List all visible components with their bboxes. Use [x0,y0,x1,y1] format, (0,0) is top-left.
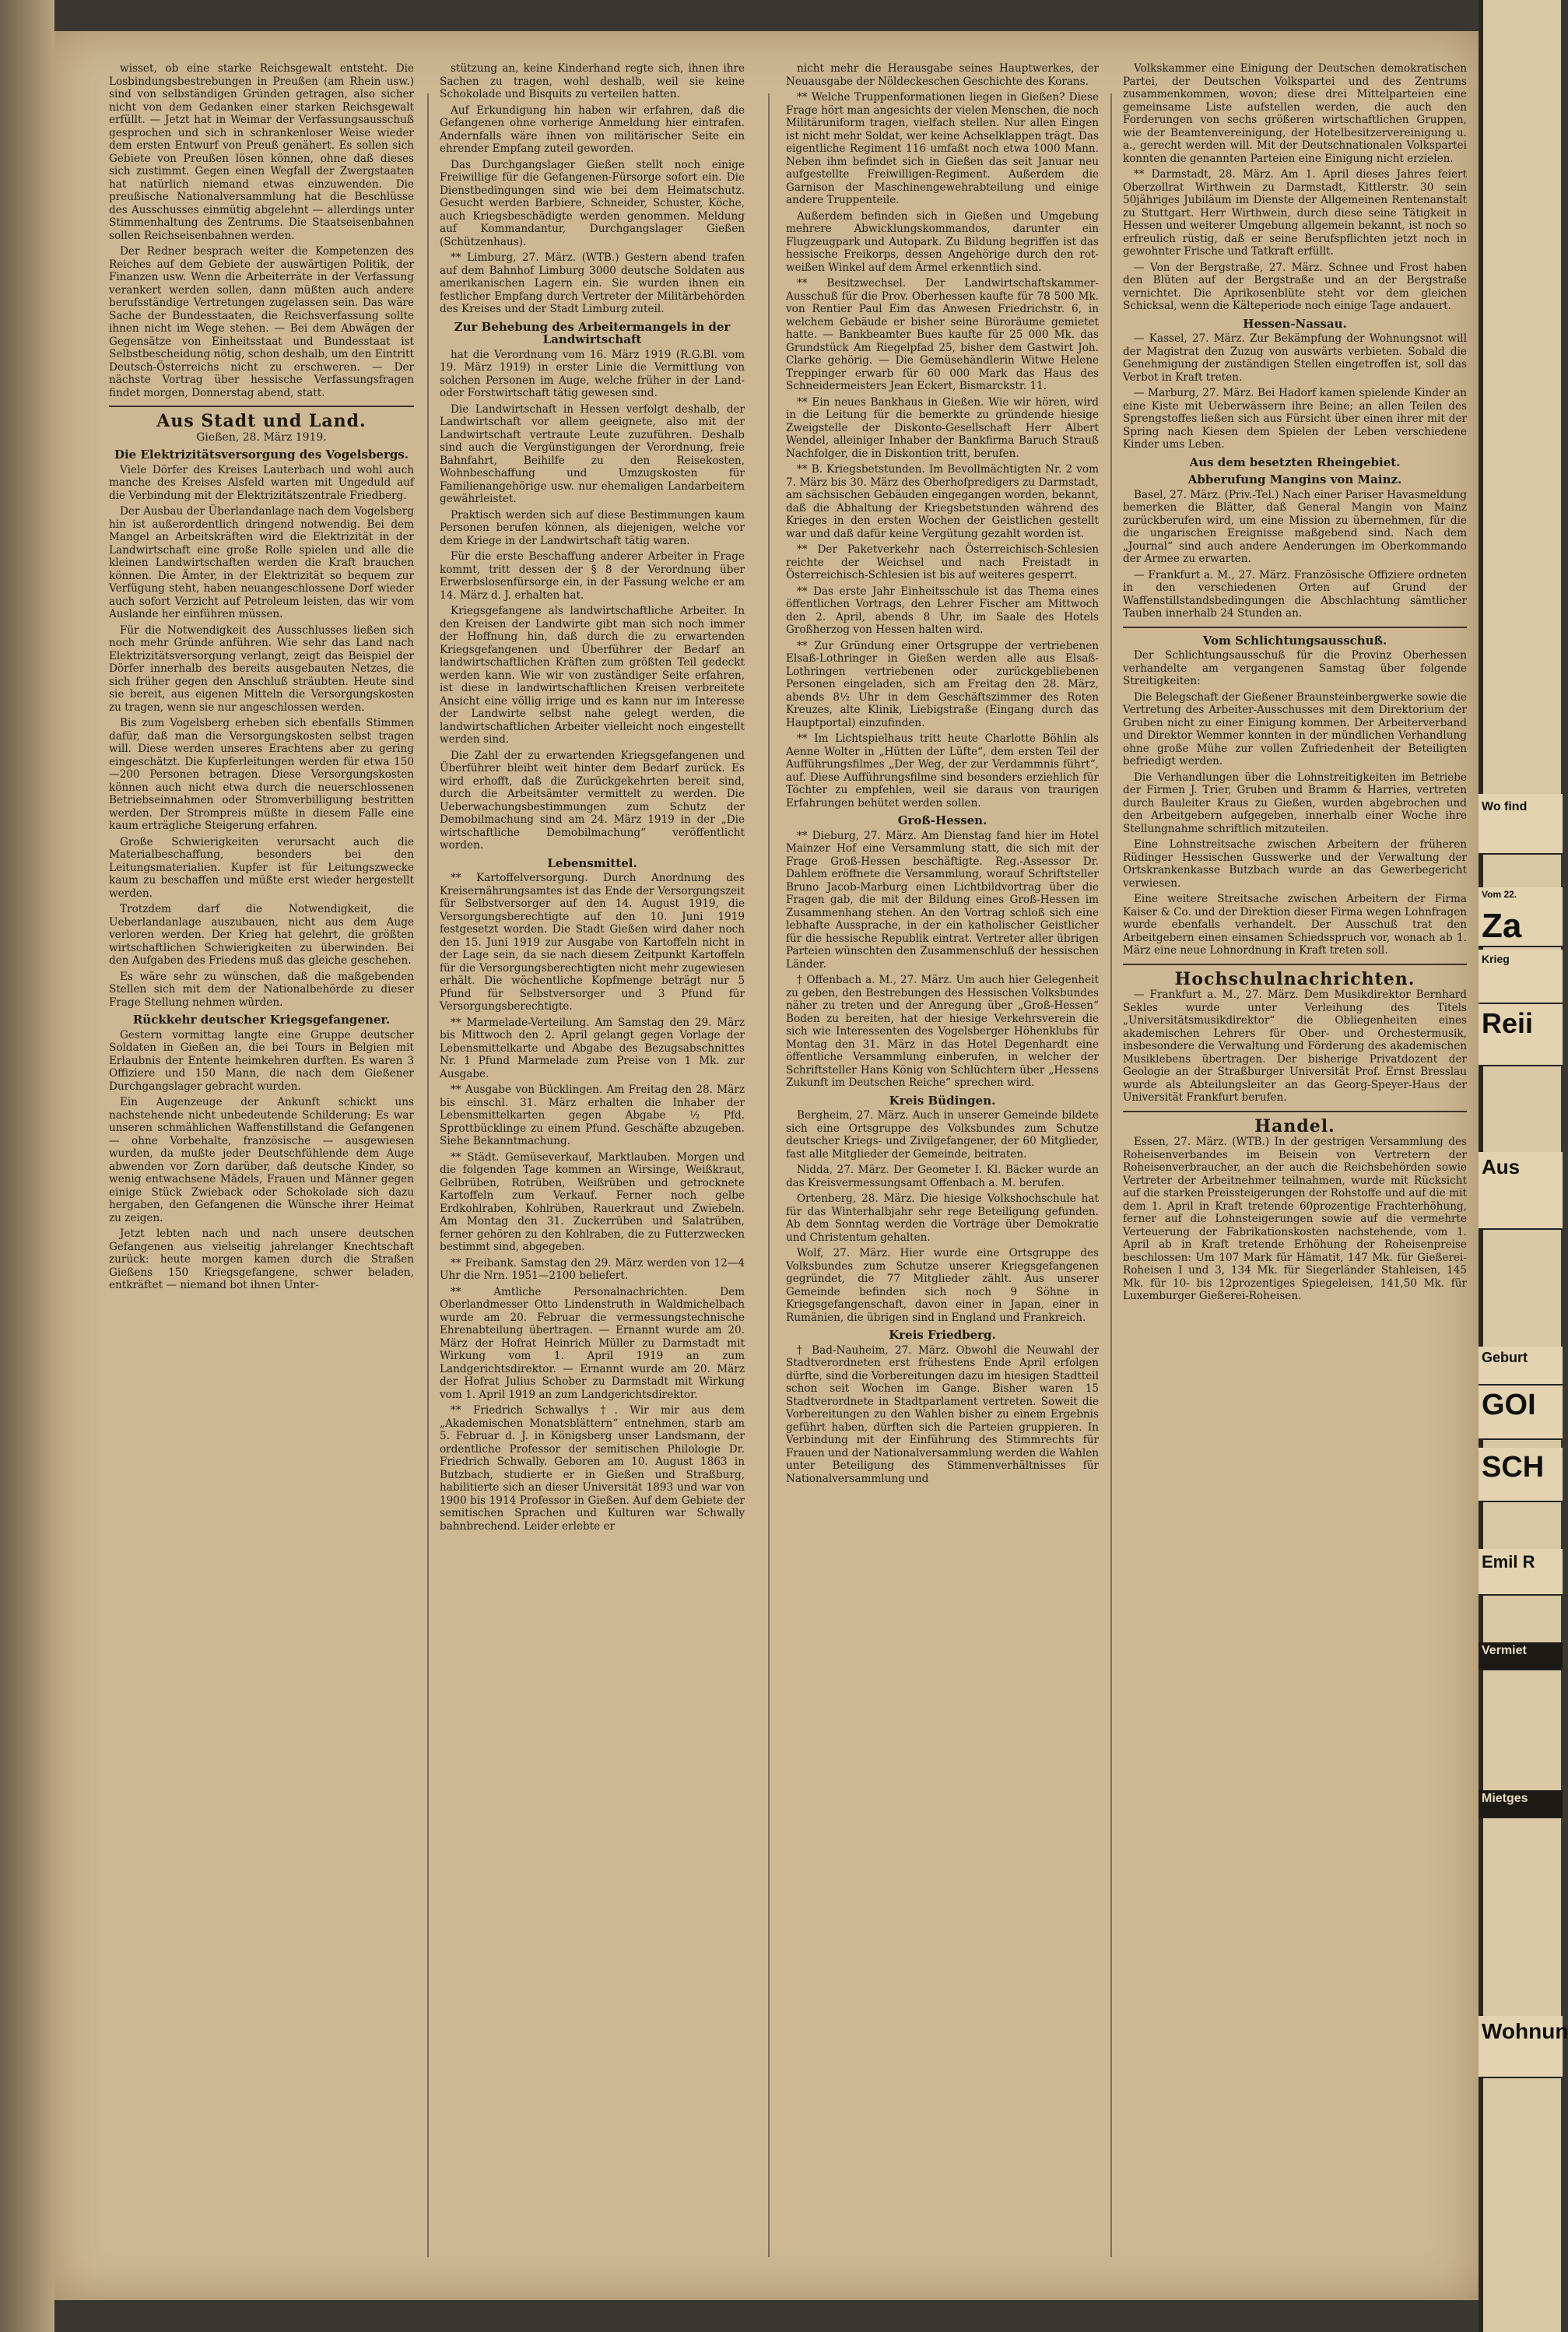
ad-fragment: Krieg [1479,950,1563,1004]
paragraph: ** Welche Truppenformationen liegen in Gießen? Diese Frage hört man angesichts der vielen Menschen, die noch Militäruniform tragen, vielfach stellen. Nur allen Eingen ist nicht mehr Soldat, wer keine Achselklappen trägt. Das eigentliche Regiment 116 umfaßt noch etwa 1000 Mann. Neben ihm befindet sich in Gießen das seit Januar neu aufgestellte Freiwilligen-Regiment. Außerdem die Garnison der Maschinengewehrabteilung und einige andere Truppenteile. [786,91,1099,206]
paragraph: Kriegsgefangene als landwirtschaftliche Arbeiter. In den Kreisen der Landwirte gibt man sich noch immer der Hoffnung hin, daß durch die zu erwartenden Kriegsgefangenen und Überführer der Bedarf an landwirtschaftlichen Kräften zum größten Teil gedeckt werden kann. Wie wir von zuständiger Seite erfahren, ist diese in landwirtschaftlichen Kreisen verbreitete Ansicht eine völlig irrige und es kann nur im Interesse der Landwirte selbst nahe gelegt werden, die landwirtschaftlichen Arbeiter vielleicht noch eingestellt werden sind. [440,605,745,746]
paragraph: Für die erste Beschaffung anderer Arbeiter in Frage kommt, tritt dessen der § 8 der Verordnung über Erwerbslosenfürsorge ein, in der Fassung welche er am 14. März d. J. erhalten hat. [440,550,745,602]
paragraph: ** Im Lichtspielhaus tritt heute Charlotte Böhlin als Aenne Wolter in „Hütten der Lüfte“, dem ersten Teil der Aufführungsfilmes „Der Weg, der zur Verdammnis führt“, auf. Diese Aufführungsfilme sind besonders erziehlich für Töchter zu empfehlen, weil sie daraus von traurigen Erfahrungen behütet werden sollen. [786,732,1099,810]
ad-fragment: Vermiet [1479,1642,1563,1670]
paragraph: wisset, ob eine starke Reichsgewalt entsteht. Die Losbindungsbestrebungen in Preußen (am Rhein usw.) sind von selbständigen Gründen getragen, also sicher nicht von dem Gedanken einer starken Reichsgewalt erfüllt. — Jetzt hat in Weimar der Verfassungsausschuß gesprochen und sich in schrankenloser Weise wieder dem ersten Entwurf von Preuß genähert. Es sollen sich Gebiete von Preußen lösen können, ohne daß dieses sich zustimmt. Gegen einen Wegfall der Zwergstaaten hat natürlich niemand etwas einzuwenden. Die preußische Nationalversammlung hat die Beschlüsse des Ausschusses einmütig abgelehnt — allerdings unter Stimmenhaltung des Zentrums. Die Staatseisenbahnen sollen Reichseisenbahnen werden. [109,62,414,242]
paragraph: — Frankfurt a. M., 27. März. Dem Musikdirektor Bernhard Sekles wurde unter Verleihung des Titels „Universitätsmusikdirektor“ die Obliegenheiten eines akademischen Lehrers für Ober- und Orchestermusik, insbesondere die Verwaltung und Förderung des akademischen Musiklebens übertragen. Der bisherige Privatdozent der Geologie an der Straßburger Universität Prof. Ernst Bresslau wurde als Abteilungsleiter an das Georg-Speyer-Haus der Universität Frankfurt berufen. [1123,989,1467,1104]
paragraph: Das Durchgangslager Gießen stellt noch einige Freiwillige für die Gefangenen-Fürsorge sofort ein. Die Dienstbedingungen sind wie bei dem Heimatschutz. Gesucht werden Barbiere, Schneider, Schuster, Köche, auch Kriegsbeschädigte werden genommen. Meldung auf Kommandantur, Durchgangslager Gießen (Schützenhaus). [440,158,745,248]
paragraph: Die Belegschaft der Gießener Braunsteinbergwerke sowie die Vertretung des Arbeiter-Ausschusses mit dem Direktorium der Gruben nicht zu einer Einigung kommen. Der Arbeiterverband und Direktor Wemmer konnten in der mündlichen Verhandlung ohne große Mühe zur vollen Zufriedenheit der Beteiligten befriedigt werden. [1123,690,1467,767]
paragraph: ** Freibank. Samstag den 29. März werden von 12—4 Uhr die Nrn. 1951—2100 beliefert. [440,1256,745,1282]
article-headline: Kreis Friedberg. [889,1328,996,1342]
column-4 [1123,62,1467,2249]
paragraph: Eine weitere Streitsache zwischen Arbeitern der Firma Kaiser & Co. und der Direktion dieser Firma wegen Lohnfragen wurde ebenfalls verhandelt. Der Ausschuß trat den Arbeitgebern einen einsamen Schiedsspruch vor, wonach ab 1. März eine neue Lohnordnung in Kraft treten soll. [1123,893,1467,957]
paragraph: — Frankfurt a. M., 27. März. Französische Offiziere ordneten in den verschiedenen Orten auf Grund der Waffenstillstandsbedingungen die Abschlachtung sämtlicher Tauben innerhalb 24 Stunden an. [1123,568,1467,620]
ad-fragment: Wo find [1479,794,1563,855]
paragraph: — Marburg, 27. März. Bei Hadorf kamen spielende Kinder an eine Kiste mit Ueberwässern ihre Beine; an allen Teilen des Sprengstoffes ließen sich aus Fürsicht über einen ihrer mit der Spring nach Kiesen dem Spielen der Leben verschiedene Kinder ums Leben. [1123,387,1467,451]
paragraph: Gestern vormittag langte eine Gruppe deutscher Soldaten in Gießen an, die bei Tours in Belgien mit Erlaubnis der Entente heimkehren durften. Es waren 3 Offiziere und 150 Mann, die nach dem Gießener Durchgangslager gebracht wurden. [109,1028,414,1093]
paragraph: ** Zur Gründung einer Ortsgruppe der vertriebenen Elsaß-Lothringer in Gießen werden alle aus Elsaß-Lothringen vertriebenen oder zurückgebliebenen Personen eingeladen, sich am Freitag den 28. März, abends 8½ Uhr in dem Geschäftszimmer des Roten Kreuzes, alte Klinik, Liebigstraße (Eingang durch das Hauptportal) einzufinden. [786,639,1099,729]
article-headline: Hessen-Nassau. [1243,316,1347,331]
paragraph: Essen, 27. März. (WTB.) In der gestrigen Versammlung des Roheisenverbandes im Beisein von Vertretern der Roheisenverbraucher, an der auch die Reichsbehörden sowie Vertreter der Arbeitnehmer teilnahmen, wurde mit Rücksicht auf die starken Preissteigerungen der Rohstoffe und auf die mit dem 1. April in Kraft tretende 60prozentige Frachterhöhung, ferner auf die Lohnsteigerungen sowie auf die vermehrte Verteuerung der Fabrikationskosten nachstehende, vom 1. April ab in Kraft tretende Erhöhung der Roheisenpreise beschlossen: Um 107 Mark für Hämatit, 147 Mk. für Gießerei-Roheisen I und 3, 134 Mk. für Siegerländer Stahleisen, 145 Mk. für 10- bis 12prozentiges Spiegeleisen, 141,50 Mk. für Luxemburger Gießerei-Roheisen. [1123,1136,1467,1302]
paragraph: Die Verhandlungen über die Lohnstreitigkeiten im Betriebe der Firmen J. Trier, Gruben und Bramm & Harries, vertreten durch Bauleiter Kraus zu Gießen, wurden abgebrochen und den Arbeitgebern aufgegeben, innerhalb einer Woche ihre Stellungnahme schriftlich mitzuteilen. [1123,771,1467,835]
paragraph: Ein Augenzeuge der Ankunft schickt uns nachstehende nicht unbedeutende Schilderung: Es war unseren schmählichen Waffenstillstand die Gefangenen — ohne Vorbehalte, französische — ausgewiesen wurden, da mußte jeder Deutschfühlende dem Auge abwenden vor Zorn darüber, daß deutsche Kinder, so wenig entwachsene Mädels, Frauen und Männer gegen einige Stück Zwieback oder Schokolade sich dazu hergaben, den Gefangenen die Wünsche ihrer Heimat zu zeigen. [109,1096,414,1224]
section-divider [1123,1111,1467,1112]
paragraph: hat die Verordnung vom 16. März 1919 (R.G.Bl. vom 19. März 1919) in erster Linie die Vermittlung von solchen Personen im Auge, welche früher in der Land- oder Forstwirtschaft tätig gewesen sind. [440,348,745,399]
paragraph: nicht mehr die Herausgabe seines Hauptwerkes, der Neuausgabe der Nöldeckeschen Geschichte des Korans. [786,62,1099,88]
paragraph: ** Besitzwechsel. Der Landwirtschaftskammer-Ausschuß für die Prov. Oberhessen kaufte für 78 500 Mk. von Rentier Paul Eim das Anwesen Friedrichstr. 6, in welchem Gebäude er bisher seine Büroräume gemietet hatte. — Bankbeamter Bues kaufte für 25 000 Mk. das Grundstück Am Riegelpfad 25, bisher dem Gastwirt Joh. Clarke gehörig. — Die Gemüsehändlerin Witwe Helene Treppinger erwarb für 60 000 Mark das Haus des Schneidermeisters Jean Eckert, Bismarckstr. 11. [786,277,1099,392]
paragraph: Wolf, 27. März. Hier wurde eine Ortsgruppe des Volksbundes zum Schutze unserer Kriegsgefangenen gegründet, die 77 Mitglieder zählt. Aus unserer Gemeinde befinden sich noch 9 Söhne in Kriegsgefangenschaft, davon einer in Japan, einer in Rumänien, die übrigen sind in England und Frankreich. [786,1247,1099,1324]
paragraph: † Bad-Nauheim, 27. März. Obwohl die Neuwahl der Stadtverordneten erst frühestens Ende April erfolgen dürfte, sind die Vorbereitungen dazu im hiesigen Stadtteil schon seit Wochen im Gange. Bisher waren 15 Stadtverordnete in Stadtparlament vertreten. Soweit die Vorbereitungen zu den Wahlen bisher zu einem Ergebnis geführt haben, dürften sich die Parteien gruppieren. In Verbindung mit der Einführung des Stimmrechts für Frauen und der Nationalversammlung werden die Wahlen unter Beteiligung des Stimmenverhältnisses für Nationalversammlung und [786,1343,1099,1485]
ad-fragment: Vom 22. [1479,887,1563,909]
article-headline: Vom Schlichtungsausschuß. [1202,633,1387,648]
paragraph: Die Landwirtschaft in Hessen verfolgt deshalb, der Landwirtschaft vor allem geeignete, also mit der Landwirtschaft vertraute Leute zuzuführen. Deshalb sind auch die Vergünstigungen der Verordnung, freie Bahnfahrt, Beihilfe zu den Reisekosten, Wohnbeschaffung und Umzugskosten für Familienangehörige usw. nur ehemaligen Landarbeitern gewährleistet. [440,402,745,505]
paragraph: Jetzt lebten nach und nach unsere deutschen Gefangenen aus vielseitig jahrelanger Knechtschaft zurück: heute morgen kamen durch die Straßen Gießens 150 Kriegsgefangene, schwer beladen, entkräftet — niemand bot ihnen Unter- [109,1227,414,1291]
paragraph: ** Amtliche Personalnachrichten. Dem Oberlandmesser Otto Lindenstruth in Waldmichelbach wurde am 20. Februar die vermessungstechnische Ehrenabteilung übertragen. — Ernannt wurde am 20. März der Hofrat Heinrich Müller zu Darmstadt mit Wirkung vom 1. April 1919 an zum Landgerichtsdirektor. — Ernannt wurde am 20. März der Hofrat Julius Schober zu Darmstadt mit Wirkung vom 1. April 1919 an zum Landgerichtsdirektor. [440,1285,745,1401]
paragraph: Eine Lohnstreitsache zwischen Arbeitern der früheren Rüdinger Hessischen Gusswerke und der Verwaltung der Ortskrankenkasse Butzbach wurde an das Gewerbegericht verwiesen. [1123,838,1467,890]
article-headline: Abberufung Mangins von Mainz. [1187,472,1402,486]
page-gutter-left [0,0,54,2332]
section-divider [1123,964,1467,965]
column-rule [1110,93,1112,2257]
ad-fragment: Aus [1479,1152,1563,1230]
paragraph: ** B. Kriegsbetstunden. Im Bevollmächtigten Nr. 2 vom 7. März bis 30. März des Oberhofpredigers zu Darmstadt, am sächsischen Gebäuden eingegangen worden, bekannt, daß die Abhaltung der Kriegsbetstunden während des Krieges in den ersten Wochen der Geistlichen gestellt war und daß dafür keine Vergütung gezahlt worden ist. [786,463,1099,540]
column-1 [109,62,414,2249]
paragraph: ** Ein neues Bankhaus in Gießen. Wie wir hören, wird in die Leitung für die bemerkte zu gründende hiesige Zweigstelle der Diskonto-Gesellschaft Herr Albert Wendel, alleiniger Inhaber der Bankfirma Baruch Strauß Nachfolger, die in Diskontion tritt, berufen. [786,395,1099,460]
paragraph: Der Redner besprach weiter die Kompetenzen des Reiches auf dem Gebiete der auswärtigen Politik, der Finanzen usw. Wenn die Arbeiterräte in der Verfassung verankert werden sollen, dann müßten auch andere berufsständige Vertretungen zugelassen sein. Das wäre Sache der Bundesstaaten, die Reichsverfassung sollte ihnen nicht im Wege stehen. — Bei dem Abwägen der Gegensätze von Einheitsstaat und Bundesstaat ist Selbstbescheidung nötig, schon deshalb, um den Eintritt Deutsch-Österreichs nicht zu erschweren. — Der nächste Vortrag über hessische Verfassungsfragen findet morgen, Donnerstag abend, statt. [109,245,414,399]
paragraph: Trotzdem darf die Notwendigkeit, die Ueberlandanlage auszubauen, nicht aus dem Auge verloren werden. Der Krieg hat gelehrt, die größten wirtschaftlichen Schwierigkeiten zu überwinden. Bei den Aufgaben des Friedens muß das gleiche geschehen. [109,903,414,967]
paragraph: ** Limburg, 27. März. (WTB.) Gestern abend trafen auf dem Bahnhof Limburg 3000 deutsche Soldaten aus amerikanischen Lagern ein. Sie wurden ihnen ein festlicher Empfang durch Vertreter der Militärbehörden des Kreises und der Stadt Limburg zuteil. [440,251,745,315]
paragraph: Der Ausbau der Überlandanlage nach dem Vogelsberg hin ist außerordentlich dringend notwendig. Bei dem Mangel an Arbeitskräften wird die Elektrizität in der Landwirtschaft eine große Rolle spielen und alle die kleinen Landwirtschaften werden die Kraft brauchen können. Die Ämter, in der Elektrizität so bequem zur Verfügung steht, haben neuangeschlossene Dorf wieder auch sofort Verzicht auf Petroleum leisten, das wir vom Auslande her einführen müssen. [109,505,414,620]
section-title: Handel. [1254,1115,1335,1136]
paragraph: Praktisch werden sich auf diese Bestimmungen kaum Personen berufen können, als diejenigen, welche vor dem Kriege in der Landwirtschaft tätig waren. [440,508,745,547]
paragraph: ** Friedrich Schwallys †. Wir mir aus dem „Akademischen Monatsblättern“ entnehmen, starb am 5. Februar d. J. in Königsberg unser Landsmann, der ordentliche Professor der semitischen Philologie Dr. Friedrich Schwally. Geboren am 10. August 1863 in Butzbach, studierte er in Gießen und Straßburg, habilitierte sich an dieser Universität 1893 und war von 1900 bis 1914 Professor in Gießen. Auf dem Gebiete der semitischen Sprachen und Kulturen war Schwally bahnbrechend. Leider erlebte er [440,1404,745,1533]
paragraph: stützung an, keine Kinderhand regte sich, ihnen ihre Sachen zu tragen, wohl deshalb, weil sie keine Schokolade und Bisquits zu verteilen hatten. [440,62,745,100]
paragraph: — Von der Bergstraße, 27. März. Schnee und Frost haben den Blüten auf der Bergstraße und an der Bergstraße vernichtet. Die Aprikosenblüte steht vor dem gleichen Schicksal, wenn die Kälteperiode noch einige Tage andauert. [1123,261,1467,312]
column-rule [427,93,429,2257]
article-headline: Zur Behebung des Arbeitermangels in der Landwirtschaft [454,319,731,346]
dateline: Gießen, 28. März 1919. [196,430,327,444]
paragraph: Die Zahl der zu erwartenden Kriegsgefangenen und Überführer bleibt weit hinter dem Bedarf zurück. Es wird erhofft, daß die Zurückgekehrten bereit sind, durch die Arbeitsämter vermittelt zu werden. Die Ueberwachungsbestimmungen zum Schutz der Demobilmachung sind am 24. März 1919 in der „Die wirtschaftliche Demobilmachung“ veröffentlicht worden. [440,749,745,852]
section-divider [109,406,414,407]
paragraph: ** Ausgabe von Bücklingen. Am Freitag den 28. März bis einschl. 31. März erhalten die Inhaber der Lebensmittelkarten gegen Abgabe ½ Pfd. Sprottbücklinge zu einem Pfund. Geschäfte abzugeben. Siehe Bekanntmachung. [440,1083,745,1147]
ad-fragment: Wohnun [1479,2016,1563,2078]
article-headline: Groß-Hessen. [897,813,987,827]
paragraph: Bis zum Vogelsberg erheben sich ebenfalls Stimmen dafür, daß man die Versorgungskosten selbst tragen will. Diese werden unseres Erachtens aber zu gering eingeschätzt. Die Kupferleitungen werden für etwa 150—200 Personen betragen. Diese Versorgungskosten können auch nicht etwa durch die neuerschlossenen Betriebseinnahmen oder Stromverbilligung bestritten werden. Der Strompreis müßte in diesem Falle eine kaum erträgliche Steigerung erfahren. [109,717,414,832]
paragraph: ** Dieburg, 27. März. Am Dienstag fand hier im Hotel Mainzer Hof eine Versammlung statt, die sich mit der Frage Groß-Hessen beschäftigte. Reg.-Assessor Dr. Dahlem eröffnete die Versammlung, worauf Schriftsteller Bruno Jacob-Marburg einen Lichtbildvortrag über die Fragen gab, die mit der Bildung eines Groß-Hessen im Zusammenhang stehen. An den Vortrag schloß sich eine lebhafte Aussprache, in der ein katholischer Geistlicher für die hessische Republik eintrat. Vertreter aller übrigen Parteien wünschten den Zusammenschluß der hessischen Länder. [786,829,1099,971]
ad-fragment: GOI [1479,1386,1563,1440]
column-3 [786,62,1099,2249]
ad-fragment: Za [1479,907,1563,947]
ad-fragment: Reii [1479,1004,1563,1066]
paragraph: ** Städt. Gemüseverkauf, Marktlauben. Morgen und die folgenden Tage kommen an Wirsinge, Weißkraut, Gelbrüben, Rotrüben, Weißrüben und getrocknete Kartoffeln zum Verkauf. Ferner noch gelbe Erdkohlraben, Kohlrüben, Rauerkraut und Zwiebeln. Am Montag den 31. Zuckerrüben und Salatrüben, ferner gehören zu den Kohlraben, die zu Futterzwecken bestimmt sind, abgegeben. [440,1150,745,1253]
section-title: Hochschulnachrichten. [1174,968,1415,989]
ad-fragment: Mietges [1479,1790,1563,1818]
article-headline: Lebensmittel. [547,855,637,870]
paragraph: Für die Notwendigkeit des Ausschlusses ließen sich noch mehr Gründe anführen. Wie sehr das Land nach Elektrizitätsversorgung verlangt, zeigt das Beispiel der Dörfer innerhalb des bereits ausgebauten Netzes, die sich früher gegen den Anschluß sträubten. Heute sind sie bereit, aus eigenen Mitteln die Versorgungskosten zu tragen, wenn sie nur angeschlossen werden. [109,623,414,714]
column-rule [768,93,770,2257]
paragraph: † Offenbach a. M., 27. März. Um auch hier Gelegenheit zu geben, den Bestrebungen des Hessischen Volksbundes näher zu treten und der Anregung über „Groß-Hessen“ Boden zu bereiten, hat der hiesige Verkehrsverein die sich wie Interessenten des Vogelsberger Höhenklubs für Montag den 31. März in das Hotel Degenhardt eine öffentliche Versammlung einberufen, in welcher der Schriftsteller Hans König von Schlüchtern über „Hessens Zukunft im Deutschen Reiche“ sprechen wird. [786,974,1099,1089]
paragraph: — Kassel, 27. März. Zur Bekämpfung der Wohnungsnot will der Magistrat den Zuzug von auswärts verbieten. Sobald die Genehmigung der zuständigen Stellen eingetroffen ist, soll das Verbot in Kraft treten. [1123,332,1467,384]
section-divider [1123,627,1467,628]
article-headline: Rückkehr deutscher Kriegsgefangener. [132,1013,391,1027]
paragraph: Es wäre sehr zu wünschen, daß die maßgebenden Stellen sich mit dem der Nationalbehörde zu dieser Frage Stellung nehmen würden. [109,970,414,1009]
section-title: Aus Stadt und Land. [156,411,367,431]
column-2 [440,62,745,2249]
paragraph: Volkskammer eine Einigung der Deutschen demokratischen Partei, der Deutschen Volkspartei und des Zentrums zusammenkommen, wovon; diese drei Mittelparteien eine gemeinsame Liste aufstellen werden, die auch den Forderungen von sechs größeren wirtschaftlichen Gruppen, wie der Beamtenvereinigung, der Hotelbesitzervereinigung u. a., gerecht werden will. Mit der Deutschnationalen Volkspartei konnten die genannten Parteien eine Einigung nicht erzielen. [1123,62,1467,165]
paragraph: Basel, 27. März. (Priv.-Tel.) Nach einer Pariser Havasmeldung bemerken die Blätter, daß General Mangin von Mainz zurückberufen wird, um eine Mission zu übernehmen, für die die ungarischen Ereignisse maßgebend sind. Nach dem „Journal“ sind auch andere Aenderungen im Oberkommando der Armee zu erwarten. [1123,488,1467,565]
paragraph: ** Das erste Jahr Einheitsschule ist das Thema eines öffentlichen Vortrags, den Lehrer Fischer am Mittwoch den 2. April, abends 8 Uhr, im Saale des Hotels Großherzog von Hessen halten wird. [786,585,1099,636]
paragraph: ** Kartoffelversorgung. Durch Anordnung des Kreisernährungsamtes ist das Ende der Versorgungszeit für Selbstversorger auf den 14. August 1919, die Versorgungsberechtigte auf den 10. Juni 1919 festgesetzt worden. Die Stadt Gießen wird daher noch den 15. Juni 1919 zur Ausgabe von Kartoffeln nicht in der Lage sein, da sie nach diesem Zeitpunkt Kartoffeln für die Versorgungsberechtigten nicht mehr zugewiesen erhält. Die wöchentliche Kopfmenge beträgt nur 5 Pfund für Selbstversorger und 3 Pfund für Versorgungsberechtigte. [440,872,745,1013]
paragraph: Große Schwierigkeiten verursacht auch die Materialbeschaffung, besonders bei den Leitungsmaterialien. Kupfer ist für Leitungszwecke kaum zu beschaffen und müßte erst wieder hergestellt werden. [109,835,414,900]
article-headline: Aus dem besetzten Rheingebiet. [1189,455,1401,469]
ad-fragment: Emil R [1479,1549,1563,1596]
paragraph: Viele Dörfer des Kreises Lauterbach und wohl auch manche des Kreises Alsfeld warten mit Ungeduld auf die Verbindung mit der Elektrizitätszentrale Friedberg. [109,463,414,502]
paragraph: Außerdem befinden sich in Gießen und Umgebung mehrere Abwicklungskommandos, darunter ein Flugzeugpark und Autopark. Zu Bildung begriffen ist das hessische Freikorps, dessen Angehörige durch den rot-weißen Winkel auf dem Ärmel erkenntlich sind. [786,209,1099,274]
paragraph: Bergheim, 27. März. Auch in unserer Gemeinde bildete sich eine Ortsgruppe des Volksbundes zum Schutze deutscher Kriegs- und Zivilgefangener, der 60 Mitglieder, fast alle Mitglieder der Gemeinde, beitraten. [786,1109,1099,1161]
paragraph: ** Darmstadt, 28. März. Am 1. April dieses Jahres feiert Oberzollrat Wirthwein zu Darmstadt, Kittlerstr. 30 sein 50jähriges Jubiläum im Dienste der Allgemeinen Rentenanstalt zu Stuttgart. Herr Wirthwein, durch diese seine Tätigkeit in Hessen und weiterer Umgebung allgemein bekannt, ist noch so erfreulich rüstig, daß er seine Berufspflichten jetzt noch in gewohnter Frische und Tatkraft erfüllt. [1123,168,1467,258]
paragraph: ** Der Paketverkehr nach Österreichisch-Schlesien reichte der Weichsel und nach Freistadt in Österreichisch-Schlesien ist bis auf weiteres gesperrt. [786,543,1099,581]
paragraph: Nidda, 27. März. Der Geometer I. Kl. Bäcker wurde an das Kreisvermessungsamt Offenbach a. M. berufen. [786,1164,1099,1189]
article-headline: Die Elektrizitätsversorgung des Vogelsbergs. [114,448,409,462]
paragraph: ** Marmelade-Verteilung. Am Samstag den 29. März bis Mittwoch den 2. April gelangt gegen Vorlage der Lebensmittelkarte und Abgabe des Bezugsabschnittes Nr. 1 Pfund Marmelade zum Preise von 1 Mk. zur Ausgabe. [440,1016,745,1080]
paragraph: Ortenberg, 28. März. Die hiesige Volkshochschule hat für das Winterhalbjahr sehr rege Beteiligung gefunden. Ab dem Sonntag werden die Vorträge über Demokratie und Christentum gehalten. [786,1192,1099,1244]
paragraph: Auf Erkundigung hin haben wir erfahren, daß die Gefangenen ohne vorherige Anmeldung hier eintrafen. Andernfalls wäre ihnen von militärischer Seite ein ehrender Empfang zuteil geworden. [440,104,745,155]
ad-fragment: Geburt [1479,1347,1563,1386]
paragraph: Der Schlichtungsausschuß für die Provinz Oberhessen verhandelte am vergangenen Samstag über folgende Streitigkeiten: [1123,649,1467,687]
ad-fragment: SCH [1479,1448,1563,1502]
article-headline: Kreis Büdingen. [889,1093,996,1108]
